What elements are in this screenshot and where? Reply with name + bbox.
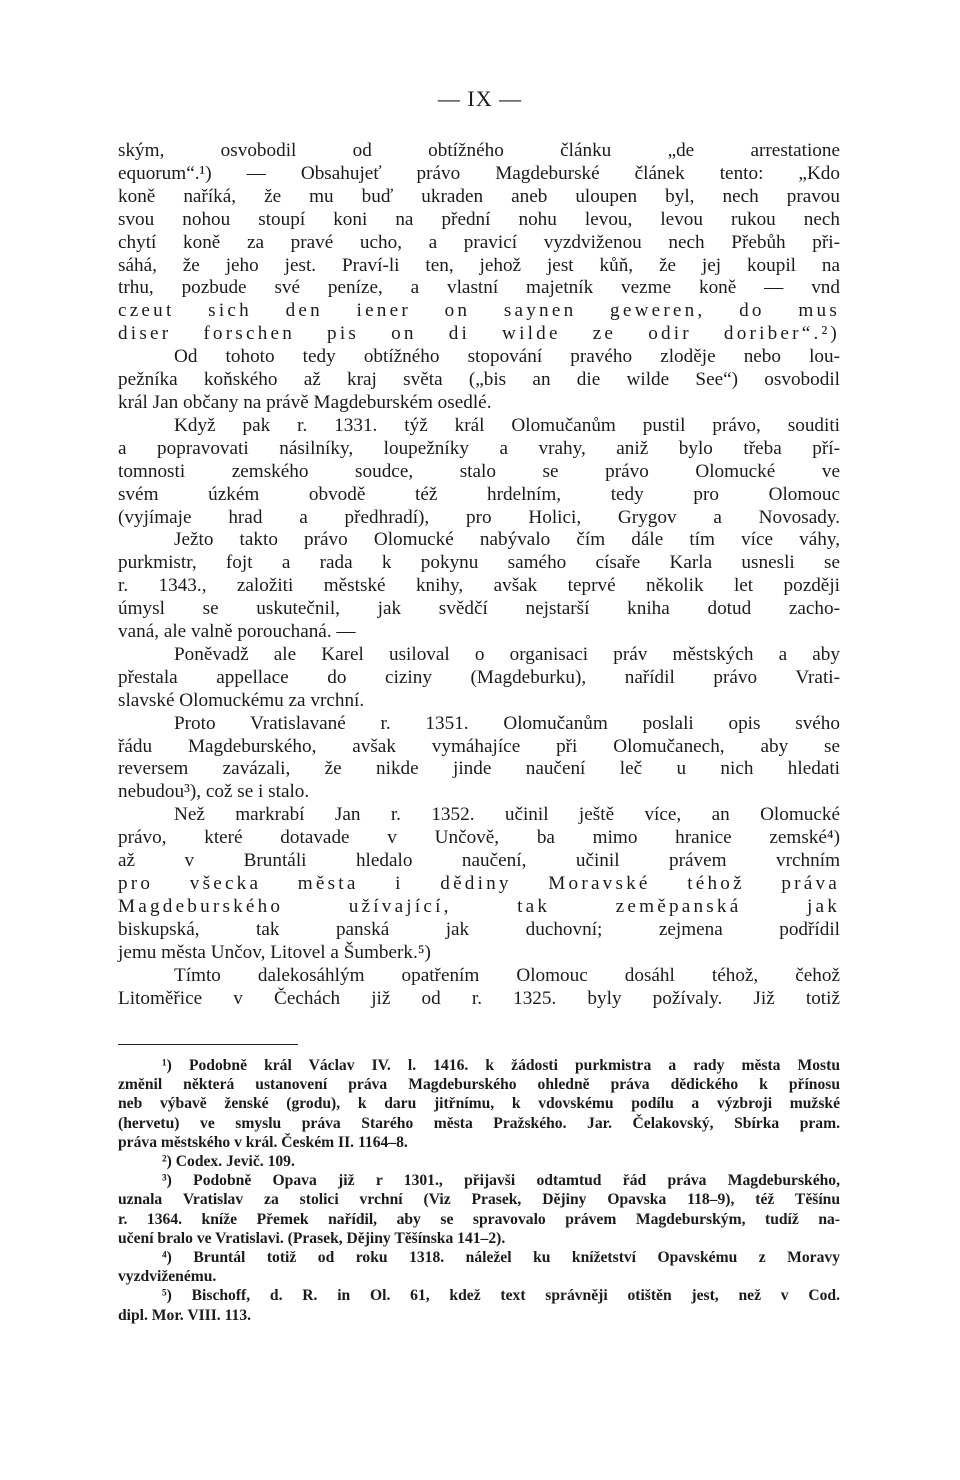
page-number: — IX —	[437, 86, 523, 111]
text-line: slavské Olomuckému za vrchní.	[118, 689, 365, 711]
text-line: tomnosti zemského soudce, stalo se právo Olomucké ve	[118, 460, 840, 482]
text-line: Magdeburského užívající, tak zeměpanská jak	[118, 895, 840, 917]
text-line: trhu, pozbude své peníze, a vlastní majetník vezme koně — vnd	[118, 277, 840, 299]
text-line: Ježto takto právo Olomucké nabývalo čím dále tím více váhy,	[174, 529, 840, 551]
footnote-line: neb výbavě ženské (grodu), k daru jitřnímu, k vdovskému podílu a výzbroji mužské	[118, 1095, 840, 1113]
text-line: Poněvadž ale Karel usiloval o organisaci práv městských a aby	[174, 643, 840, 665]
text-line: a popravovati násilníky, loupežníky a vrahy, aniž bylo třeba pří-	[118, 437, 840, 459]
text-line: Když pak r. 1331. týž král Olomučanům pustil právo, souditi	[174, 414, 840, 436]
text-line: král Jan občany na právě Magdeburském osedlé.	[118, 391, 492, 413]
text-line: Litoměřice v Čechách již od r. 1325. byly požívaly. Již totiž	[118, 987, 840, 1009]
body-text	[118, 140, 840, 1010]
footnote-line: práva městského v král. Českém II. 1164–8.	[118, 1133, 408, 1151]
text-line: sáhá, že jeho jest. Praví-li ten, jehož jest kůň, že jej koupil na	[118, 254, 840, 276]
text-line: Než markrabí Jan r. 1352. učinil ještě více, an Olomucké	[174, 804, 840, 826]
text-line: biskupská, tak panská jak duchovní; zejmena podřídil	[118, 918, 840, 940]
text-line: czeut sich den iener on saynen geweren, do mus	[118, 300, 840, 322]
text-line: ským, osvobodil od obtížného článku „de arrestatione	[118, 140, 840, 161]
text-line: chytí koně za pravé ucho, a pravicí vyzdviženou nech Přebůh při-	[118, 231, 840, 253]
text-line: úmysl se uskutečnil, jak svědčí nejstarší kniha dotud zacho-	[118, 598, 840, 620]
text-line: jemu města Unčov, Litovel a Šumberk.⁵)	[118, 941, 431, 963]
footnote-line: ⁴) Bruntál totiž od roku 1318. náležel ku knížetství Opavskému z Moravy	[162, 1249, 840, 1267]
text-line: reversem zavázali, že nikde jinde naučení leč u nich hledati	[118, 758, 840, 780]
text-line: r. 1343., založiti městské knihy, avšak teprvé několik let později	[118, 575, 840, 597]
text-line: nebudou³), což se i stalo.	[118, 781, 310, 803]
text-line: (vyjímaje hrad a předhradí), pro Holici, Grygov a Novosady.	[118, 506, 840, 528]
footnote-line: vyzdviženému.	[118, 1268, 217, 1286]
footnote-line: (hervetu) ve smyslu práva Starého města Pražského. Jar. Čelakovský, Sbírka pram.	[118, 1114, 840, 1132]
text-line: právo, které dotavade v Unčově, ba mimo hranice zemské⁴)	[118, 827, 840, 849]
footnote-line: učení bralo ve Vratislavi. (Prasek, Dějiny Těšínska 141–2).	[118, 1229, 506, 1247]
text-line: svém úzkém obvodě též hrdelním, tedy pro Olomouc	[118, 483, 840, 505]
text-line: vaná, ale valně porouchaná. —	[118, 621, 356, 643]
footnote-line: ²) Codex. Jevič. 109.	[162, 1153, 295, 1171]
footnotes	[118, 1056, 840, 1325]
footnote-line: uznala Vratislav za stolici vrchní (Viz Prasek, Dějiny Opavska 118–9), též Těšínu	[118, 1191, 840, 1209]
footnote-divider	[118, 1044, 298, 1045]
footnote-line: dipl. Mor. VIII. 113.	[118, 1306, 252, 1324]
text-line: pežníka koňského až kraj světa („bis an die wilde See“) osvobodil	[118, 369, 840, 391]
footnote-line: změnil některá ustanovení práva Magdeburského ohledně práva dědického k přínosu	[118, 1076, 840, 1094]
text-line: diser forschen pis on di wilde ze odir doriber“.²)	[118, 323, 840, 345]
text-line: purkmistr, fojt a rada k pokynu samého císaře Karla usnesli se	[118, 552, 840, 574]
text-line: Od tohoto tedy obtížného stopování pravého zloděje nebo lou-	[174, 346, 840, 368]
text-line: pro všecka města i dědiny Moravské téhož práva	[118, 873, 840, 894]
text-line: řádu Magdeburského, avšak vymáhajíce při Olomučanech, aby se	[118, 735, 840, 757]
text-line: Proto Vratislavané r. 1351. Olomučanům poslali opis svého	[174, 712, 840, 734]
text-line: equorum“.¹) — Obsahujeť právo Magdeburské článek tento: „Kdo	[118, 162, 840, 184]
footnote-line: ³) Podobně Opava již r 1301., přijavši odtamtud řád práva Magdeburského,	[162, 1172, 840, 1190]
text-line: až v Bruntáli hledalo naučení, učinil právem vrchním	[118, 850, 840, 872]
footnote-line: ¹) Podobně král Václav IV. l. 1416. k žádosti purkmistra a rady města Mostu	[162, 1057, 840, 1074]
footnote-line: r. 1364. kníže Přemek nařídil, aby se spravovalo právem Magdeburským, tudíž na-	[118, 1210, 840, 1228]
text-line: přestala appellace do ciziny (Magdeburku), nařídil právo Vrati-	[118, 666, 840, 688]
text-line: koně naříká, že mu buď ukraden aneb uloupen byl, nech pravou	[118, 185, 840, 207]
footnote-line: ⁵) Bischoff, d. R. in Ol. 61, kdež text správněji otištěn jest, než v Cod.	[162, 1287, 840, 1305]
text-line: svou nohou stoupí koni na přední nohu levou, levou rukou nech	[118, 208, 840, 230]
text-line: Tímto dalekosáhlým opatřením Olomouc dosáhl téhož, čehož	[174, 964, 840, 986]
